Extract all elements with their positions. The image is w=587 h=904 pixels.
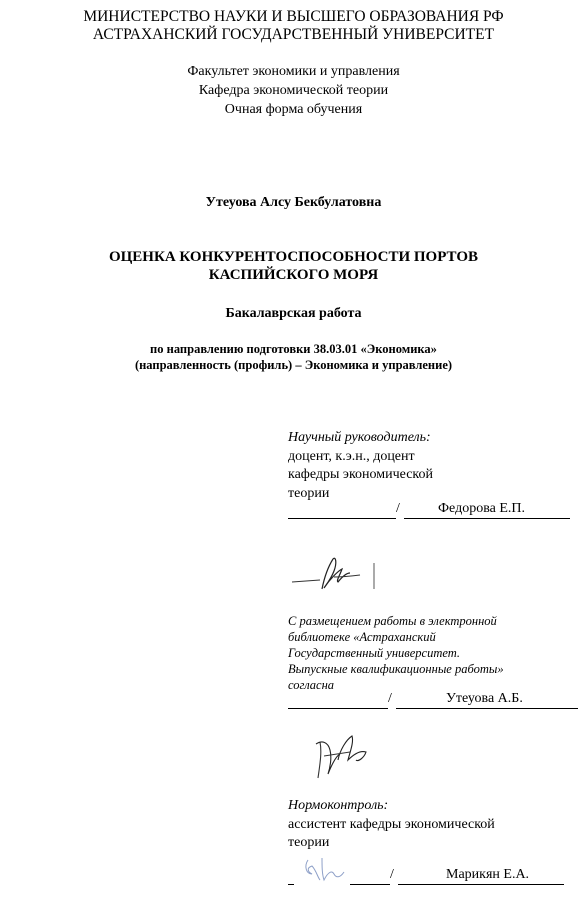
supervisor-position-line-3: теории: [288, 486, 330, 501]
supervisor-signature-line: [288, 502, 570, 520]
norm-control-position-line-2: теории: [288, 835, 330, 850]
consent-line-3: Государственный университет.: [288, 646, 461, 660]
norm-control-signature: [300, 852, 352, 886]
signature-blank: [288, 502, 396, 519]
university-heading: АСТРАХАНСКИЙ ГОСУДАРСТВЕННЫЙ УНИВЕРСИТЕТ: [92, 26, 495, 43]
supervisor-label: Научный руководитель:: [288, 430, 431, 445]
study-form-line: Очная форма обучения: [224, 102, 363, 117]
signature-blank-start: [288, 868, 294, 885]
student-signature: [310, 730, 380, 785]
supervisor-position-line-1: доцент, к.э.н., доцент: [288, 449, 415, 464]
thesis-title-line-2: КАСПИЙСКОГО МОРЯ: [208, 267, 379, 283]
author-name: Утеуова Алсу Бекбулатовна: [205, 195, 382, 210]
faculty-line: Факультет экономики и управления: [187, 64, 400, 79]
norm-control-position-line-1: ассистент кафедры экономической: [288, 817, 495, 832]
signature-blank: [350, 868, 390, 885]
norm-control-name: Марикян Е.А.: [446, 867, 530, 882]
norm-control-label: Нормоконтроль:: [288, 798, 389, 813]
direction-line-1: по направлению подготовки 38.03.01 «Экономика»: [150, 342, 437, 356]
ministry-heading: МИНИСТЕРСТВО НАУКИ И ВЫСШЕГО ОБРАЗОВАНИЯ РФ: [83, 8, 504, 25]
signature-slash: /: [396, 501, 400, 516]
consent-line-2: библиотеке «Астраханский: [288, 630, 436, 644]
signature-blank: [288, 692, 388, 709]
consent-line-1: С размещением работы в электронной: [288, 614, 497, 628]
work-type: Бакалаврская работа: [225, 306, 362, 321]
supervisor-name: Федорова Е.П.: [438, 501, 526, 516]
supervisor-position-line-2: кафедры экономической: [288, 467, 434, 482]
direction-line-2: (направленность (профиль) – Экономика и управление): [134, 358, 453, 372]
department-line: Кафедра экономической теории: [198, 83, 389, 98]
consent-line-4: Выпускные квалификационные работы»: [288, 662, 504, 676]
supervisor-signature: [290, 555, 380, 595]
student-name: Утеуова А.Б.: [446, 691, 523, 706]
signature-slash: /: [390, 867, 394, 882]
thesis-title-line-1: ОЦЕНКА КОНКУРЕНТОСПОСОБНОСТИ ПОРТОВ: [108, 249, 479, 265]
signature-slash: /: [388, 691, 392, 706]
consent-signature-line: [288, 692, 578, 710]
consent-line-5: согласна: [288, 678, 335, 692]
